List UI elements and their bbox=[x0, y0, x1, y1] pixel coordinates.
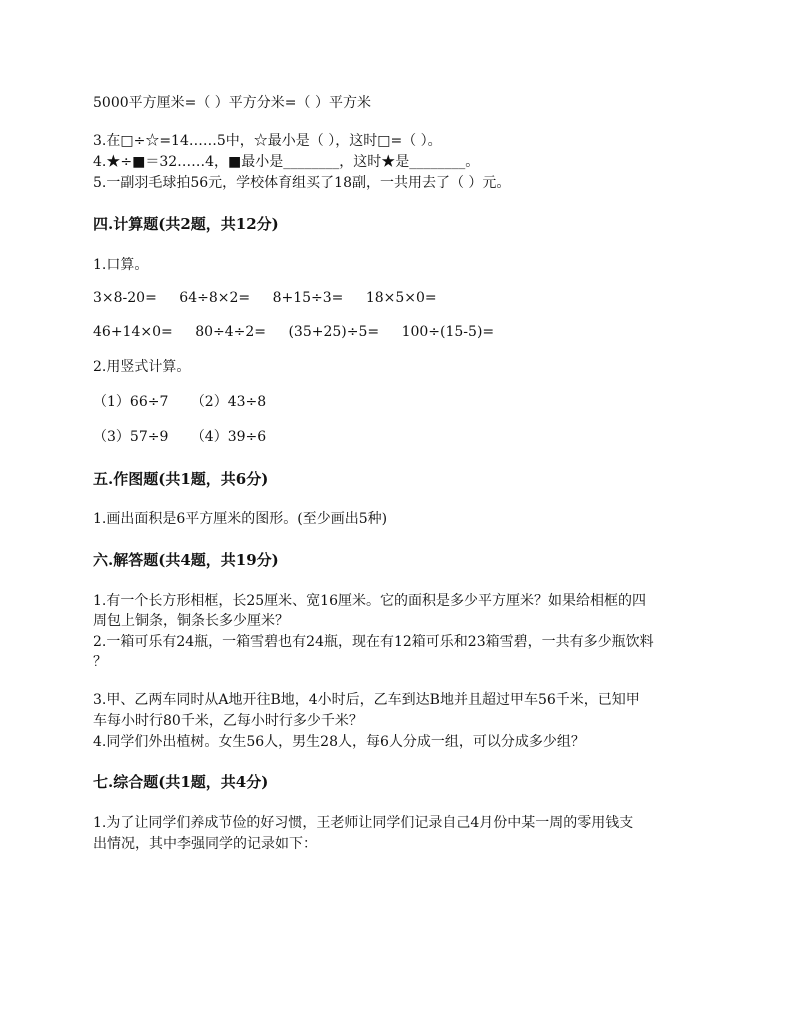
comprehensive-question-1-line-1: 1.为了让同学们养成节俭的好习惯，王老师让同学们记录自己4月份中某一周的零用钱支 bbox=[93, 815, 634, 831]
oral-calc-item: 46+14×0= bbox=[93, 324, 173, 340]
word-problem-1-line-2: 周包上铜条，铜条长多少厘米？ bbox=[93, 613, 289, 629]
drawing-question-1: 1.画出面积是6平方厘米的图形。(至少画出5种) bbox=[93, 511, 388, 527]
fill-question-area-conversion: 5000平方厘米=（ ）平方分米=（ ）平方米 bbox=[93, 95, 371, 111]
word-problem-2-line-2: ？ bbox=[93, 654, 107, 670]
word-problem-3-line-2: 车每小时行80千米，乙每小时行多少千米？ bbox=[93, 713, 363, 729]
vertical-calc-item: （3）57÷9 bbox=[93, 429, 169, 445]
section-heading-word-problems: 六.解答题(共4题，共19分) bbox=[93, 551, 279, 569]
oral-calc-item: 100÷(15-5)= bbox=[401, 324, 495, 340]
section-heading-calculation: 四.计算题(共2题，共12分) bbox=[93, 215, 279, 233]
section-heading-comprehensive: 七.综合题(共1题，共4分) bbox=[93, 773, 269, 791]
fill-question-3: 3.在□÷☆=14……5中，☆最小是（ ），这时□=（ ）。 bbox=[93, 133, 442, 149]
oral-calc-row-2 bbox=[93, 322, 512, 342]
oral-calc-item: 3×8-20= bbox=[93, 290, 157, 306]
section-heading-drawing: 五.作图题(共1题，共6分) bbox=[93, 470, 269, 488]
comprehensive-question-1-line-2: 出情况，其中李强同学的记录如下： bbox=[93, 836, 317, 852]
oral-calc-item: (35+25)÷5= bbox=[288, 324, 380, 340]
vertical-calc-item: （4）39÷6 bbox=[190, 429, 267, 445]
word-problem-2-line-1: 2.一箱可乐有24瓶，一箱雪碧也有24瓶，现在有12箱可乐和23箱雪碧，一共有多少瓶饮料 bbox=[93, 634, 654, 650]
vertical-calc-item: （2）43÷8 bbox=[190, 394, 267, 410]
oral-calc-item: 64÷8×2= bbox=[179, 290, 251, 306]
vertical-calc-row-2 bbox=[93, 427, 284, 447]
word-problem-4: 4.同学们外出植树。女生56人，男生28人，每6人分成一组，可以分成多少组？ bbox=[93, 734, 585, 750]
word-problem-3-line-1: 3.甲、乙两车同时从A地开往B地，4小时后，乙车到达B地并且超过甲车56千米，已知甲 bbox=[93, 692, 640, 708]
vertical-calc-row-1 bbox=[93, 392, 284, 412]
calc-question-1-label: 1.口算。 bbox=[93, 257, 149, 273]
oral-calc-item: 18×5×0= bbox=[365, 290, 437, 306]
fill-question-4: 4.★÷■＝32……4，■最小是________，这时★是________。 bbox=[93, 154, 480, 170]
calc-question-2-label: 2.用竖式计算。 bbox=[93, 359, 191, 375]
vertical-calc-item: （1）66÷7 bbox=[93, 394, 169, 410]
oral-calc-item: 80÷4÷2= bbox=[195, 324, 267, 340]
word-problem-1-line-1: 1.有一个长方形相框，长25厘米、宽16厘米。它的面积是多少平方厘米？如果给相框的四 bbox=[93, 593, 646, 609]
fill-question-5: 5.一副羽毛球拍56元，学校体育组买了18副，一共用去了（ ）元。 bbox=[93, 175, 511, 191]
oral-calc-row-1 bbox=[93, 288, 455, 308]
oral-calc-item: 8+15÷3= bbox=[272, 290, 344, 306]
